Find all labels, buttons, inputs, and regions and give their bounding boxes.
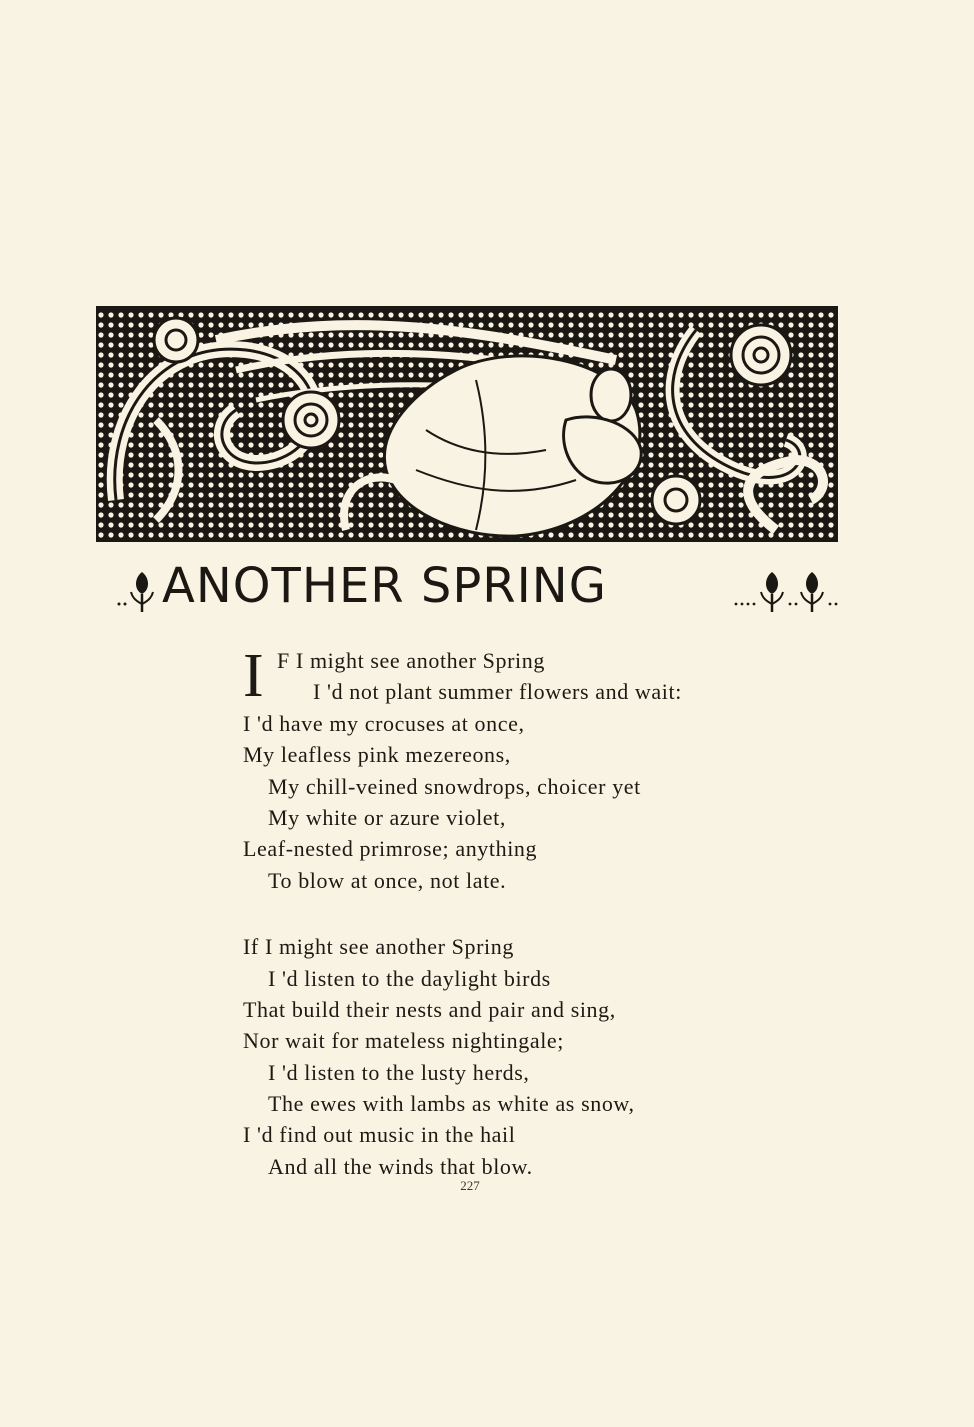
poem-line: The ewes with lambs as white as snow, [268, 1091, 635, 1117]
drop-cap: I [243, 642, 265, 710]
tulip-ornament-icon [116, 564, 160, 614]
poem-line: I 'd not plant summer flowers and wait: [313, 679, 682, 705]
poem-line: If I might see another Spring [243, 934, 514, 960]
stanza-2 [243, 931, 803, 1182]
poem-line: My chill-veined snowdrops, choicer yet [268, 773, 641, 799]
headpiece-illustration [96, 300, 838, 542]
poem-line: My white or azure violet, [268, 804, 506, 830]
double-tulip-ornament-icon [732, 564, 844, 614]
poem-line: F I might see another Spring [277, 648, 545, 673]
poem-line: That build their nests and pair and sing, [243, 996, 616, 1022]
poem-line: My leafless pink mezereons, [243, 742, 511, 768]
poem-line: I 'd have my crocuses at once, [243, 710, 525, 736]
poem-line: Leaf-nested primrose; anything [243, 836, 538, 862]
poem-line: I 'd listen to the daylight birds [268, 965, 551, 991]
page-title: ANOTHER SPRING [162, 558, 607, 614]
title-row [114, 556, 844, 620]
poem-line: I 'd listen to the lusty herds, [268, 1059, 530, 1085]
poem [243, 642, 803, 1182]
poem-line: I 'd find out music in the hail [243, 1122, 516, 1148]
poem-line: And all the winds that blow. [268, 1153, 533, 1179]
page-number: 227 [460, 1178, 480, 1193]
stanza-1 [243, 642, 803, 896]
poem-line: To blow at once, not late. [268, 867, 507, 893]
poem-line: Nor wait for mateless nightingale; [243, 1028, 564, 1054]
